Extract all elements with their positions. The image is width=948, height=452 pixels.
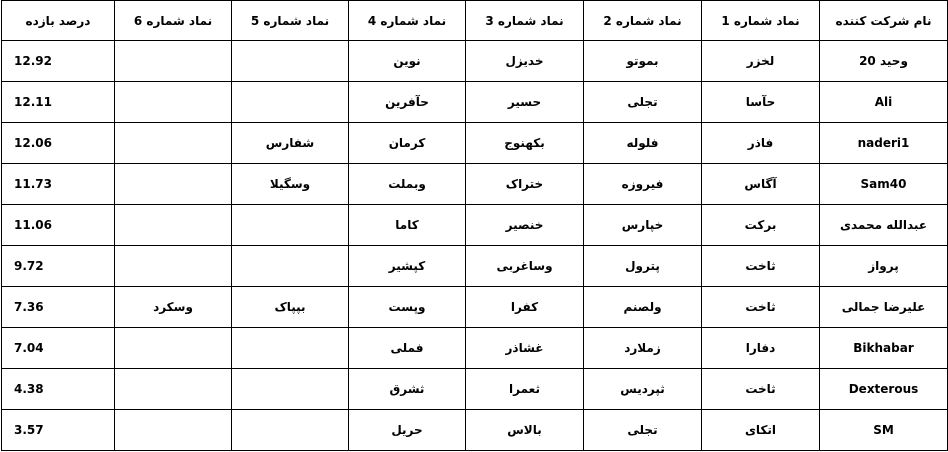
symbol-6 — [115, 205, 232, 246]
symbol-2: ثپردیس — [584, 369, 702, 410]
symbol-3: وساغربی — [466, 246, 584, 287]
symbol-5: بپپاک — [232, 287, 349, 328]
symbol-5: شفارس — [232, 123, 349, 164]
symbol-1: لخزر — [702, 41, 820, 82]
symbol-3: بالاس — [466, 410, 584, 451]
table-row — [2, 287, 948, 328]
symbol-6 — [115, 164, 232, 205]
participant-name: SM — [820, 410, 948, 451]
symbol-5: وسگیلا — [232, 164, 349, 205]
participant-name: Sam40 — [820, 164, 948, 205]
symbol-1: ثاخت — [702, 369, 820, 410]
symbol-4: حآفرین — [349, 82, 466, 123]
symbol-1: اتکای — [702, 410, 820, 451]
return-percent: 11.06 — [2, 205, 115, 246]
header-symbol-2: نماد شماره 2 — [584, 1, 702, 41]
header-symbol-6: نماد شماره 6 — [115, 1, 232, 41]
header-symbol-4: نماد شماره 4 — [349, 1, 466, 41]
symbol-5 — [232, 41, 349, 82]
results-table — [1, 0, 948, 451]
symbol-4: کاما — [349, 205, 466, 246]
symbol-6 — [115, 410, 232, 451]
header-symbol-1: نماد شماره 1 — [702, 1, 820, 41]
symbol-3: ثعمرا — [466, 369, 584, 410]
symbol-4: کپشیر — [349, 246, 466, 287]
header-participant: نام شرکت کننده — [820, 1, 948, 41]
symbol-5 — [232, 82, 349, 123]
symbol-4: وبملت — [349, 164, 466, 205]
return-percent: 12.11 — [2, 82, 115, 123]
symbol-6: وسکرد — [115, 287, 232, 328]
return-percent: 12.06 — [2, 123, 115, 164]
symbol-5 — [232, 369, 349, 410]
symbol-2: پترول — [584, 246, 702, 287]
header-symbol-5: نماد شماره 5 — [232, 1, 349, 41]
table-row — [2, 205, 948, 246]
header-return-percent: درصد بازده — [2, 1, 115, 41]
table-row — [2, 41, 948, 82]
return-percent: 12.92 — [2, 41, 115, 82]
symbol-4: وپست — [349, 287, 466, 328]
return-percent: 4.38 — [2, 369, 115, 410]
participant-name: پرواز — [820, 246, 948, 287]
symbol-4: نوین — [349, 41, 466, 82]
table-row — [2, 82, 948, 123]
header-row — [2, 1, 948, 41]
symbol-2: ولصنم — [584, 287, 702, 328]
symbol-3: خدیزل — [466, 41, 584, 82]
symbol-2: فلوله — [584, 123, 702, 164]
symbol-2: بموتو — [584, 41, 702, 82]
participant-name: وحید 20 — [820, 41, 948, 82]
table-row — [2, 246, 948, 287]
symbol-1: ثاخت — [702, 287, 820, 328]
symbol-3: حسیر — [466, 82, 584, 123]
symbol-6 — [115, 369, 232, 410]
symbol-4: ثشرق — [349, 369, 466, 410]
symbol-6 — [115, 41, 232, 82]
symbol-2: خپارس — [584, 205, 702, 246]
participant-name: Ali — [820, 82, 948, 123]
return-percent: 9.72 — [2, 246, 115, 287]
participant-name: naderi1 — [820, 123, 948, 164]
participant-name: Dexterous — [820, 369, 948, 410]
symbol-2: زملارد — [584, 328, 702, 369]
return-percent: 7.04 — [2, 328, 115, 369]
symbol-5 — [232, 328, 349, 369]
symbol-1: آگاس — [702, 164, 820, 205]
participant-name: Bikhabar — [820, 328, 948, 369]
symbol-1: فاذر — [702, 123, 820, 164]
symbol-3: خنصیر — [466, 205, 584, 246]
symbol-6 — [115, 328, 232, 369]
return-percent: 7.36 — [2, 287, 115, 328]
return-percent: 11.73 — [2, 164, 115, 205]
symbol-5 — [232, 410, 349, 451]
symbol-1: ثاخت — [702, 246, 820, 287]
header-symbol-3: نماد شماره 3 — [466, 1, 584, 41]
symbol-3: غشاذر — [466, 328, 584, 369]
table-row — [2, 123, 948, 164]
table-row — [2, 369, 948, 410]
symbol-3: کفرا — [466, 287, 584, 328]
symbol-5 — [232, 205, 349, 246]
symbol-1: برکت — [702, 205, 820, 246]
participant-name: عبدالله محمدی — [820, 205, 948, 246]
return-percent: 3.57 — [2, 410, 115, 451]
participant-name: علیرضا جمالی — [820, 287, 948, 328]
table-row — [2, 164, 948, 205]
symbol-6 — [115, 82, 232, 123]
symbol-3: بکهنوج — [466, 123, 584, 164]
table-row — [2, 410, 948, 451]
symbol-2: تجلی — [584, 410, 702, 451]
symbol-4: حریل — [349, 410, 466, 451]
symbol-2: فیروزه — [584, 164, 702, 205]
symbol-5 — [232, 246, 349, 287]
symbol-6 — [115, 123, 232, 164]
symbol-1: حآسا — [702, 82, 820, 123]
symbol-1: دفارا — [702, 328, 820, 369]
symbol-2: تجلی — [584, 82, 702, 123]
symbol-4: کرمان — [349, 123, 466, 164]
symbol-6 — [115, 246, 232, 287]
symbol-3: ختراک — [466, 164, 584, 205]
symbol-4: فملی — [349, 328, 466, 369]
table-row — [2, 328, 948, 369]
